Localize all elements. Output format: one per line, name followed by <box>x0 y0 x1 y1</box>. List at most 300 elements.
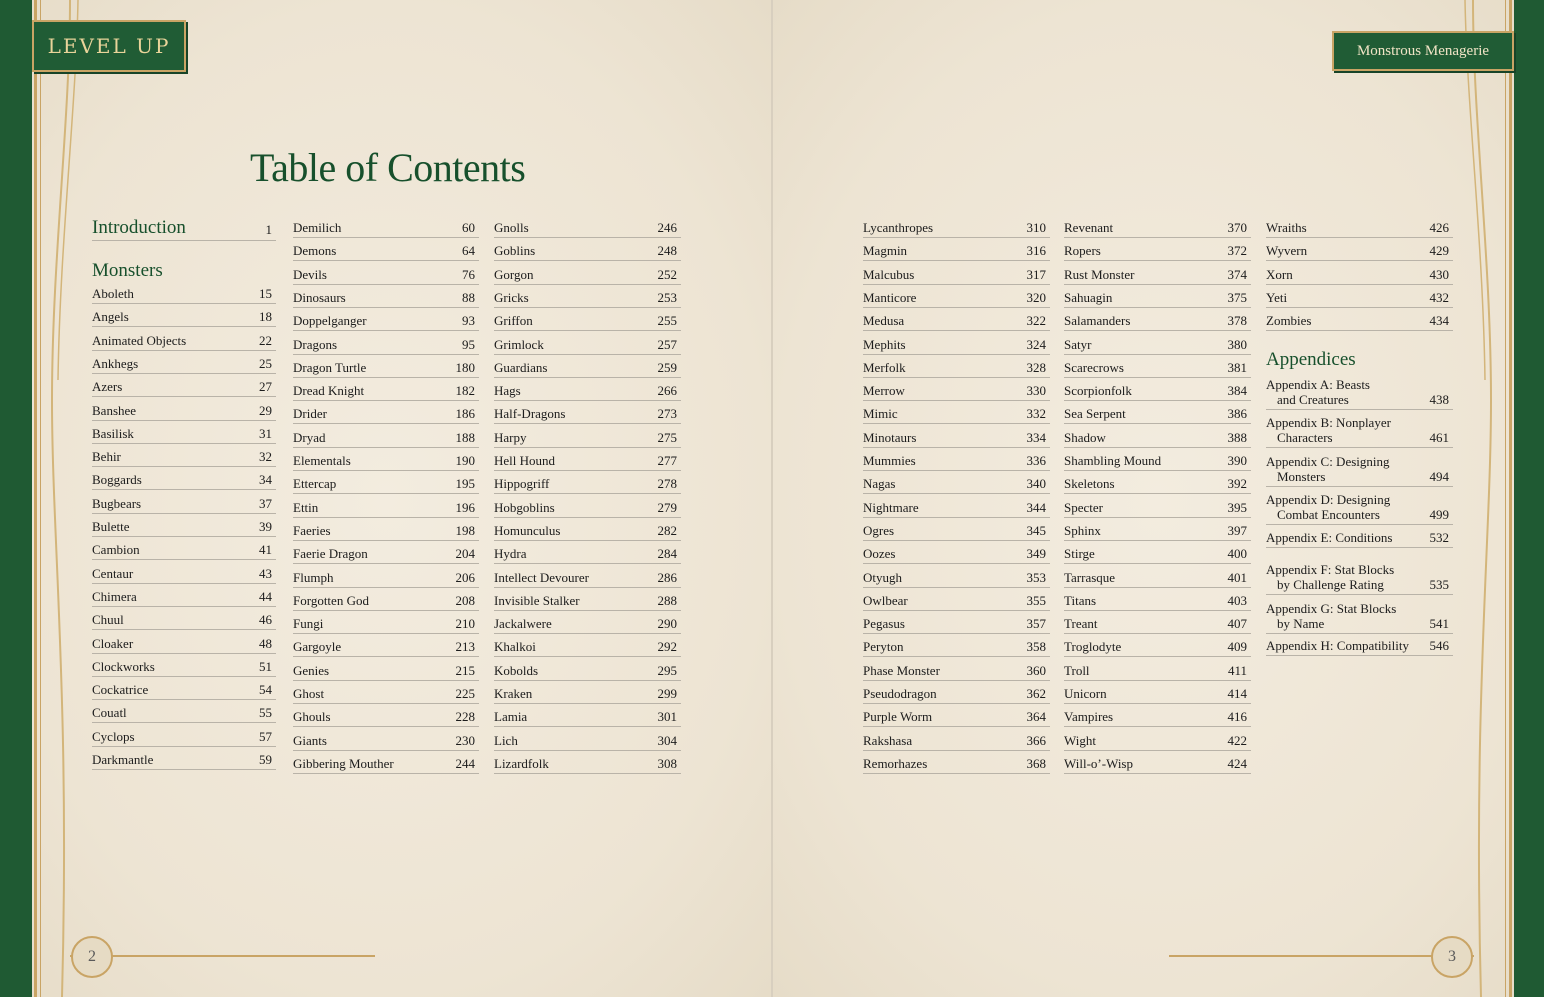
toc-entry[interactable] <box>1064 544 1251 564</box>
toc-entry-name: Gorgon <box>494 266 534 282</box>
toc-entry-name: Yeti <box>1266 289 1288 305</box>
toc-entry[interactable] <box>1064 451 1251 471</box>
toc-entry[interactable] <box>92 424 276 444</box>
toc-entry[interactable] <box>92 331 276 351</box>
appendix-title-line-1: Appendix A: Beasts <box>1266 377 1370 392</box>
toc-entry-page: 336 <box>1026 453 1046 468</box>
toc-entry-appendix[interactable] <box>1266 412 1453 448</box>
toc-entry[interactable] <box>494 661 681 681</box>
appendix-title-line-1: Appendix H: Compatibility <box>1266 638 1409 653</box>
toc-entry-page: 301 <box>657 709 677 725</box>
right-footer-rule <box>1169 955 1474 957</box>
toc-entry-name <box>1266 377 1370 407</box>
toc-entry[interactable] <box>1266 241 1453 261</box>
toc-entry-name: Sphinx <box>1064 522 1101 538</box>
toc-entry-name: Tarrasque <box>1064 569 1116 585</box>
toc-entry-name: Cloaker <box>92 635 134 651</box>
toc-entry[interactable] <box>293 707 479 727</box>
toc-entry[interactable] <box>293 684 479 704</box>
toc-entry[interactable] <box>293 428 479 448</box>
toc-entry-name: Dread Knight <box>293 383 365 399</box>
appendix-title-line-1: Appendix G: Stat Blocks <box>1266 601 1397 616</box>
toc-entry-page: 25 <box>259 355 272 371</box>
toc-entry[interactable] <box>494 241 681 261</box>
section-monsters: Monsters <box>92 260 163 281</box>
toc-entry-name: Kraken <box>494 686 533 701</box>
toc-entry[interactable] <box>92 540 276 560</box>
toc-entry-name: Will-o’-Wisp <box>1064 755 1133 771</box>
toc-entry[interactable] <box>1064 428 1251 448</box>
toc-entry-name: Stirge <box>1064 546 1095 562</box>
toc-entry[interactable] <box>1064 404 1251 424</box>
toc-entry[interactable] <box>92 517 276 537</box>
toc-entry[interactable] <box>863 358 1050 378</box>
toc-entry[interactable] <box>863 707 1050 727</box>
toc-entry[interactable] <box>494 451 681 471</box>
toc-entry-name: Mimic <box>863 406 898 422</box>
toc-entry-page: 364 <box>1026 709 1046 725</box>
toc-entry-name: Fungi <box>293 616 324 632</box>
toc-entry-page: 48 <box>259 635 272 651</box>
toc-entry[interactable] <box>92 470 276 490</box>
toc-entry[interactable] <box>863 218 1050 238</box>
toc-entry[interactable] <box>1064 591 1251 611</box>
toc-entry-name: Salamanders <box>1064 313 1131 329</box>
toc-entry-name: Unicorn <box>1064 686 1107 701</box>
toc-entry-page: 375 <box>1227 289 1247 305</box>
toc-entry[interactable] <box>92 587 276 607</box>
toc-entry-name: Purple Worm <box>863 709 933 725</box>
toc-entry-page: 424 <box>1227 755 1247 771</box>
appendix-title-line-1: Appendix B: Nonplayer <box>1266 415 1391 430</box>
toc-entry[interactable] <box>863 311 1050 331</box>
toc-entry-name: Griffon <box>494 313 533 329</box>
toc-entry[interactable] <box>494 707 681 727</box>
toc-entry[interactable] <box>863 241 1050 261</box>
right-page-number: 3 <box>1431 936 1473 978</box>
toc-entry[interactable] <box>863 754 1050 774</box>
toc-entry-name: Harpy <box>494 429 527 445</box>
toc-entry[interactable] <box>92 610 276 630</box>
toc-entry-name: Lich <box>494 732 518 748</box>
toc-entry[interactable] <box>92 284 276 304</box>
toc-entry-name: Aboleth <box>92 286 134 301</box>
toc-entry[interactable] <box>863 451 1050 471</box>
toc-entry-page: 22 <box>259 332 272 348</box>
toc-entry-name: Shambling Mound <box>1064 453 1162 468</box>
book-title-tab: Monstrous Menagerie <box>1356 43 1490 59</box>
toc-entry-name: Hell Hound <box>494 453 556 468</box>
toc-entry-name: Angels <box>92 309 129 325</box>
toc-entry-page: 180 <box>455 359 475 375</box>
toc-entry[interactable] <box>863 591 1050 611</box>
toc-entry-appendix[interactable] <box>1266 451 1453 487</box>
toc-entry[interactable] <box>494 311 681 331</box>
toc-entry-page: 225 <box>455 686 475 701</box>
toc-entry[interactable] <box>1064 265 1251 285</box>
toc-entry[interactable] <box>863 404 1050 424</box>
toc-entry-appendix[interactable] <box>1266 559 1453 595</box>
toc-entry[interactable] <box>863 335 1050 355</box>
toc-entry-page: 76 <box>462 266 475 282</box>
toc-entry[interactable] <box>863 568 1050 588</box>
toc-entry-page: 29 <box>259 402 272 418</box>
toc-entry-name: Genies <box>293 662 330 678</box>
toc-entry-page: 206 <box>455 569 475 585</box>
appendix-title-line-1: Appendix E: Conditions <box>1266 530 1393 545</box>
toc-entry[interactable] <box>1064 731 1251 751</box>
toc-entry-name: Flumph <box>293 569 334 585</box>
toc-entry[interactable] <box>863 265 1050 285</box>
toc-entry-name: Specter <box>1064 499 1103 515</box>
appendix-title-line-1: Appendix F: Stat Blocks <box>1266 562 1395 577</box>
toc-entry[interactable] <box>92 564 276 584</box>
toc-entry[interactable] <box>293 474 479 494</box>
toc-entry-name: Chimera <box>92 588 137 604</box>
toc-entry[interactable] <box>92 401 276 421</box>
toc-entry[interactable] <box>494 521 681 541</box>
toc-entry[interactable] <box>293 218 479 238</box>
toc-entry-name: Sahuagin <box>1064 289 1113 305</box>
toc-entry-name: Lizardfolk <box>494 755 549 771</box>
toc-entry[interactable] <box>92 307 276 327</box>
toc-entry[interactable] <box>494 637 681 657</box>
toc-entry-name: Minotaurs <box>863 429 917 445</box>
toc-entry-name: Animated Objects <box>92 332 187 348</box>
section-appendices: Appendices <box>1266 349 1356 370</box>
toc-entry-page: 434 <box>1429 313 1449 329</box>
toc-entry-page: 330 <box>1026 383 1046 399</box>
toc-entry-name: Dragon Turtle <box>293 359 367 375</box>
toc-entry-page: 378 <box>1227 313 1247 329</box>
toc-entry-name: Otyugh <box>863 569 902 585</box>
toc-entry-name: Skeletons <box>1064 476 1115 492</box>
toc-entry-page: 535 <box>1429 577 1449 592</box>
toc-entry-name: Ankhegs <box>92 355 139 371</box>
toc-entry-name <box>1266 601 1396 631</box>
toc-entry-page: 210 <box>455 616 475 632</box>
toc-entry-name: Banshee <box>92 402 137 418</box>
toc-entry[interactable] <box>863 684 1050 704</box>
toc-entry[interactable] <box>494 358 681 378</box>
toc-entry[interactable] <box>1064 637 1251 657</box>
toc-entry[interactable] <box>494 731 681 751</box>
toc-entry-page: 322 <box>1026 313 1046 329</box>
toc-entry-page: 392 <box>1227 476 1247 492</box>
toc-entry-name: Titans <box>1064 592 1097 608</box>
toc-entry[interactable] <box>1064 707 1251 727</box>
toc-entry[interactable] <box>293 544 479 564</box>
toc-entry-page: 196 <box>455 499 475 515</box>
toc-entry[interactable] <box>494 754 681 774</box>
page-title: Table of Contents <box>250 145 526 190</box>
toc-entry[interactable] <box>293 451 479 471</box>
toc-entry-name <box>1266 492 1390 522</box>
toc-entry[interactable] <box>293 591 479 611</box>
toc-entry-name: Dinosaurs <box>293 289 346 305</box>
toc-entry[interactable] <box>1266 218 1453 238</box>
toc-entry-appendix[interactable] <box>1266 374 1453 410</box>
toc-entry-page: 27 <box>259 379 272 395</box>
toc-entry[interactable] <box>293 311 479 331</box>
toc-entry-name: Medusa <box>863 313 905 329</box>
toc-entry[interactable] <box>863 731 1050 751</box>
toc-entry[interactable] <box>494 591 681 611</box>
toc-entry-appendix[interactable] <box>1266 489 1453 525</box>
toc-entry-page: 54 <box>259 682 272 698</box>
toc-entry-page: 368 <box>1026 755 1046 771</box>
toc-entry-name: Hobgoblins <box>494 499 555 515</box>
toc-entry-page: 370 <box>1227 220 1247 235</box>
appendix-title-line-1: Appendix D: Designing <box>1266 492 1391 507</box>
toc-entry-page: 328 <box>1026 359 1046 375</box>
toc-entry[interactable] <box>494 498 681 518</box>
toc-entry[interactable] <box>293 288 479 308</box>
toc-entry-page: 411 <box>1227 662 1247 678</box>
toc-entry-name: Giants <box>293 732 327 748</box>
toc-entry[interactable] <box>92 703 276 723</box>
toc-entry-name: Scorpionfolk <box>1064 383 1132 399</box>
left-header-tab <box>32 20 186 72</box>
toc-entry-name: Magmin <box>863 243 908 259</box>
toc-entry[interactable] <box>1064 381 1251 401</box>
toc-entry[interactable] <box>92 727 276 747</box>
toc-entry-name: Ogres <box>863 522 895 538</box>
toc-entry[interactable] <box>494 335 681 355</box>
toc-entry-page: 358 <box>1026 639 1046 655</box>
toc-entry[interactable] <box>293 661 479 681</box>
toc-entry-page: 32 <box>259 449 272 465</box>
toc-entry-name: Phase Monster <box>863 662 940 678</box>
toc-entry[interactable] <box>863 381 1050 401</box>
toc-entry-name: Wight <box>1064 732 1096 748</box>
toc-entry-name: Wyvern <box>1266 243 1308 259</box>
toc-entry[interactable] <box>863 637 1050 657</box>
toc-entry-page: 362 <box>1026 686 1046 701</box>
toc-entry-page: 277 <box>657 453 677 468</box>
toc-entry[interactable] <box>494 544 681 564</box>
toc-entry-page: 292 <box>657 639 677 655</box>
toc-entry-page: 255 <box>657 313 677 329</box>
toc-entry[interactable] <box>494 265 681 285</box>
toc-entry-name: Azers <box>92 379 123 395</box>
toc-entry-page: 266 <box>657 383 677 399</box>
toc-entry-name: Faerie Dragon <box>293 546 368 562</box>
toc-entry[interactable] <box>494 404 681 424</box>
left-page-number: 2 <box>71 936 113 978</box>
toc-entry-page: 41 <box>259 542 272 558</box>
toc-entry-page: 380 <box>1227 336 1247 352</box>
toc-entry-name: Satyr <box>1064 336 1092 352</box>
toc-entry-page: 384 <box>1227 383 1247 399</box>
toc-entry[interactable] <box>863 614 1050 634</box>
toc-entry-page: 416 <box>1227 709 1247 725</box>
toc-entry-page: 401 <box>1227 569 1247 585</box>
toc-entry-page: 320 <box>1026 289 1046 305</box>
toc-entry-name: Treant <box>1064 616 1098 632</box>
toc-entry-page: 422 <box>1227 732 1247 748</box>
toc-entry[interactable] <box>494 568 681 588</box>
toc-entry[interactable] <box>1064 684 1251 704</box>
toc-entry[interactable] <box>92 634 276 654</box>
toc-entry[interactable] <box>863 288 1050 308</box>
toc-entry-name: Vampires <box>1064 709 1114 725</box>
toc-entry-name <box>1266 638 1409 653</box>
toc-entry-name: Gnolls <box>494 220 529 235</box>
toc-entry-name: Troglodyte <box>1064 639 1122 655</box>
toc-entry[interactable] <box>1064 288 1251 308</box>
toc-entry-page: 304 <box>657 732 677 748</box>
toc-entry-appendix[interactable] <box>1266 636 1453 656</box>
toc-entry[interactable] <box>1064 498 1251 518</box>
toc-entry-page: 37 <box>259 495 272 511</box>
toc-entry[interactable] <box>1064 521 1251 541</box>
toc-entry[interactable] <box>293 614 479 634</box>
toc-entry-page: 51 <box>259 658 272 674</box>
toc-entry-page: 204 <box>455 546 475 562</box>
toc-entry-name: Shadow <box>1064 429 1106 445</box>
toc-entry[interactable] <box>494 614 681 634</box>
appendix-title-line-2: by Name <box>1277 616 1325 631</box>
toc-entry[interactable] <box>863 661 1050 681</box>
toc-entry-name: Nagas <box>863 476 896 492</box>
toc-entry-page: 230 <box>455 732 475 748</box>
toc-entry[interactable] <box>494 428 681 448</box>
toc-entry-page: 340 <box>1026 476 1046 492</box>
toc-entry-appendix[interactable] <box>1266 528 1453 548</box>
toc-entry[interactable] <box>863 428 1050 448</box>
toc-entry[interactable] <box>293 358 479 378</box>
toc-entry-page: 494 <box>1429 469 1449 484</box>
toc-entry-appendix[interactable] <box>1266 598 1453 634</box>
toc-entry-page: 432 <box>1429 289 1449 305</box>
toc-entry[interactable] <box>1064 241 1251 261</box>
toc-entry-introduction[interactable]: Introduction 1 <box>92 218 276 241</box>
toc-entry-page: 190 <box>455 453 475 468</box>
toc-entry[interactable] <box>1064 661 1251 681</box>
toc-entry-page: 332 <box>1026 406 1046 422</box>
toc-entry[interactable] <box>863 474 1050 494</box>
toc-entry[interactable] <box>293 241 479 261</box>
toc-entry[interactable] <box>1266 288 1453 308</box>
toc-entry-page: 279 <box>657 499 677 515</box>
toc-entry-name: Rust Monster <box>1064 266 1135 282</box>
toc-entry-page: 541 <box>1429 616 1449 631</box>
toc-entry[interactable] <box>494 218 681 238</box>
toc-entry[interactable] <box>92 377 276 397</box>
toc-entry-page: 353 <box>1026 569 1046 585</box>
toc-entry[interactable] <box>1064 614 1251 634</box>
level-up-logo: LEVEL UP <box>47 34 171 58</box>
toc-entry[interactable] <box>1064 218 1251 238</box>
toc-entry[interactable] <box>92 680 276 700</box>
toc-entry-page: 286 <box>657 569 677 585</box>
toc-entry-name: Bugbears <box>92 495 142 511</box>
toc-entry-page: 345 <box>1026 522 1046 538</box>
toc-entry[interactable] <box>1064 335 1251 355</box>
toc-entry-name: Lamia <box>494 709 528 725</box>
toc-entry-name: Jackalwere <box>494 616 552 632</box>
toc-entry[interactable] <box>863 498 1050 518</box>
toc-entry[interactable] <box>293 521 479 541</box>
toc-entry-name: Ettercap <box>293 476 337 492</box>
toc-entry-name: Darkmantle <box>92 752 154 767</box>
toc-entry-name: Clockworks <box>92 658 155 674</box>
toc-entry[interactable] <box>494 684 681 704</box>
toc-entry[interactable] <box>92 657 276 677</box>
toc-entry-page: 316 <box>1026 243 1046 259</box>
toc-entry[interactable] <box>293 754 479 774</box>
toc-entry-name: Nightmare <box>863 499 919 515</box>
toc-entry[interactable] <box>92 354 276 374</box>
toc-entry-name: Merfolk <box>863 359 906 375</box>
toc-entry-page: 397 <box>1227 522 1247 538</box>
toc-entry-name: Rakshasa <box>863 732 913 748</box>
toc-entry-page: 259 <box>657 359 677 375</box>
toc-entry[interactable] <box>863 544 1050 564</box>
toc-entry[interactable] <box>494 288 681 308</box>
toc-entry-page: 288 <box>657 592 677 608</box>
toc-entry-page: 284 <box>657 546 677 562</box>
toc-entry-page: 57 <box>259 728 272 744</box>
toc-entry[interactable] <box>1064 311 1251 331</box>
toc-entry-name: Hippogriff <box>494 476 550 492</box>
toc-entry-page: 429 <box>1429 243 1449 259</box>
toc-entry[interactable] <box>293 404 479 424</box>
toc-entry-name: Elementals <box>293 453 351 468</box>
toc-entry[interactable] <box>293 381 479 401</box>
toc-entry-page: 355 <box>1026 592 1046 608</box>
toc-entry[interactable] <box>1266 311 1453 331</box>
toc-entry-name: Ghouls <box>293 709 331 725</box>
toc-entry[interactable] <box>293 265 479 285</box>
toc-entry[interactable] <box>92 750 276 770</box>
toc-entry-name <box>1266 562 1394 592</box>
toc-entry[interactable] <box>494 474 681 494</box>
toc-entry-name: Sea Serpent <box>1064 406 1126 422</box>
toc-entry[interactable] <box>293 335 479 355</box>
toc-entry[interactable] <box>92 447 276 467</box>
toc-entry-name: Basilisk <box>92 425 134 441</box>
toc-entry-page: 403 <box>1227 592 1247 608</box>
toc-entry-name: Cockatrice <box>92 682 149 698</box>
toc-entry[interactable] <box>1064 568 1251 588</box>
toc-entry-page: 252 <box>657 266 677 282</box>
appendix-title-line-2: Monsters <box>1277 469 1326 484</box>
toc-entry[interactable] <box>92 494 276 514</box>
toc-entry[interactable] <box>1064 474 1251 494</box>
toc-entry[interactable] <box>293 498 479 518</box>
toc-entry[interactable] <box>293 637 479 657</box>
toc-entry[interactable] <box>1266 265 1453 285</box>
toc-entry[interactable] <box>1064 754 1251 774</box>
toc-entry[interactable] <box>293 731 479 751</box>
toc-entry-page: 461 <box>1429 430 1449 445</box>
toc-entry-page: 275 <box>657 429 677 445</box>
toc-entry-page: 246 <box>657 220 677 235</box>
toc-entry[interactable] <box>1064 358 1251 378</box>
appendix-title-line-2: by Challenge Rating <box>1277 577 1384 592</box>
toc-entry[interactable] <box>863 521 1050 541</box>
toc-entry-name: Gibbering Mouther <box>293 755 394 771</box>
toc-entry-page: 282 <box>657 522 677 538</box>
toc-entry[interactable] <box>293 568 479 588</box>
toc-entry-name: Cyclops <box>92 728 135 744</box>
toc-entry-page: 386 <box>1227 406 1247 422</box>
toc-entry[interactable] <box>494 381 681 401</box>
toc-entry-page: 257 <box>657 336 677 352</box>
toc-entry-name: Owlbear <box>863 592 908 608</box>
